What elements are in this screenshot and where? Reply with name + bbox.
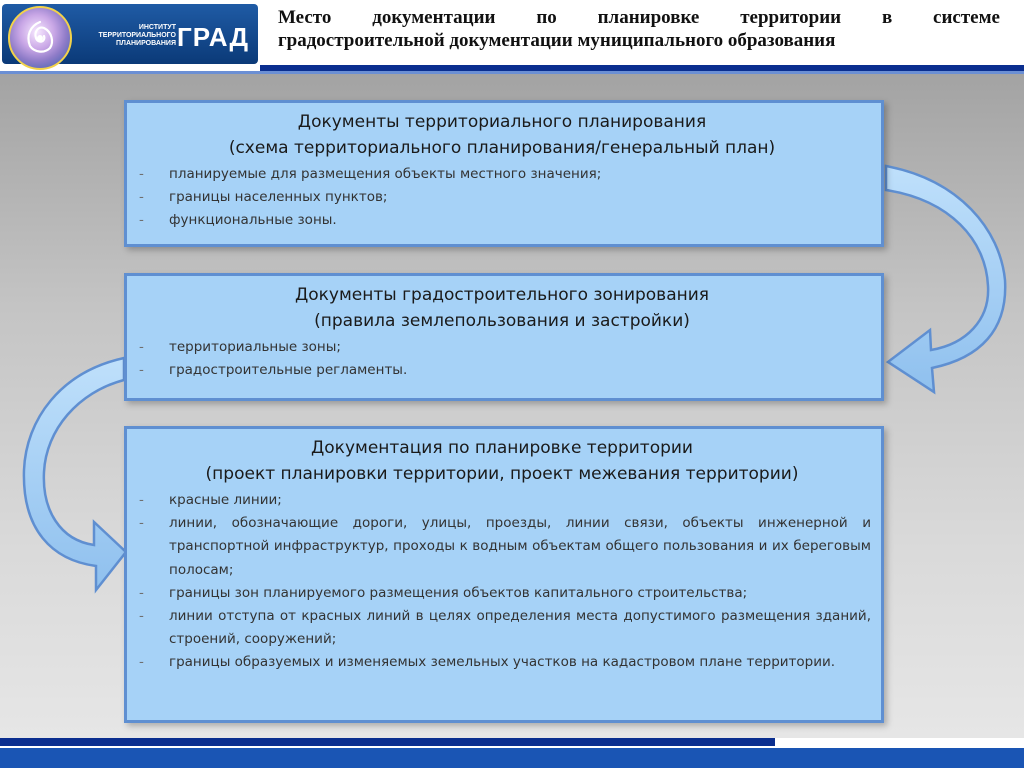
bullet-dash: - (139, 584, 144, 601)
slide-title-line-2: градостроительной документации муниципального образования (278, 30, 836, 51)
institute-logo (2, 4, 258, 64)
bullet-dash: - (139, 212, 144, 228)
box-list (133, 163, 871, 232)
list-item-text: линии отступа от красных линий в целях определения места допустимого размещения зданий, строений, сооружений; (169, 608, 871, 648)
list-item (133, 209, 871, 232)
list-item (133, 186, 871, 209)
logo-caption-line: ПЛАНИРОВАНИЯ (116, 40, 176, 47)
logo-caption-line: ТЕРРИТОРИАЛЬНОГО (98, 32, 176, 39)
bullet-dash: - (139, 515, 144, 532)
logo-wordmark: ГРАД (177, 22, 250, 52)
logo-caption (82, 24, 176, 48)
list-item (133, 163, 871, 186)
institute-emblem-icon (8, 6, 72, 70)
list-item-text: планируемые для размещения объекты местного значения; (169, 166, 602, 182)
slide-title (278, 6, 1000, 52)
list-item (133, 336, 871, 359)
list-item-text: градостроительные регламенты. (169, 362, 408, 378)
list-item (133, 582, 871, 605)
bullet-dash: - (139, 362, 144, 378)
list-item-text: функциональные зоны. (169, 212, 337, 228)
territorial-planning-box (124, 100, 884, 247)
bullet-dash: - (139, 339, 144, 355)
bullet-dash: - (139, 166, 144, 182)
box-subtitle: (схема территориального планирования/генеральный план) (228, 138, 776, 158)
list-item-text: границы образуемых и изменяемых земельных участков на кадастровом плане территории. (169, 654, 836, 671)
territory-planning-docs-box (124, 426, 884, 723)
list-item (133, 359, 871, 382)
footer-bar-blue (0, 748, 1024, 768)
bullet-dash: - (139, 189, 144, 205)
box-list (133, 489, 871, 675)
list-item (133, 651, 871, 674)
box-subtitle: (проект планировки территории, проект межевания территории) (205, 464, 799, 484)
box-subtitle: (правила землепользования и застройки) (314, 311, 690, 331)
list-item (133, 489, 871, 512)
footer-bar-dark (0, 738, 775, 746)
list-item (133, 605, 871, 651)
slide-title-line-1: Место документации по планировке территории в системе (278, 7, 1000, 28)
box-title: Документы градостроительного зонирования (294, 285, 710, 305)
box-title: Документы территориального планирования (297, 112, 707, 132)
zoning-box (124, 273, 884, 401)
list-item-text: границы зон планируемого размещения объектов капитального строительства; (169, 584, 748, 601)
slide-header (0, 0, 1024, 68)
list-item-text: границы населенных пунктов; (169, 189, 388, 205)
bullet-dash: - (139, 654, 144, 671)
list-item-text: линии, обозначающие дороги, улицы, проезды, линии связи, объекты инженерной и транспортной инфраструктур, проходы к водным объектам общего пользования и их береговым полосам; (169, 515, 871, 578)
list-item-text: красные линии; (169, 492, 282, 508)
box-list (133, 336, 871, 382)
box-title: Документация по планировке территории (311, 438, 693, 458)
logo-caption-line: ИНСТИТУТ (138, 24, 176, 31)
bullet-dash: - (139, 608, 144, 625)
list-item (133, 512, 871, 582)
bullet-dash: - (139, 492, 144, 508)
list-item-text: территориальные зоны; (169, 339, 341, 355)
